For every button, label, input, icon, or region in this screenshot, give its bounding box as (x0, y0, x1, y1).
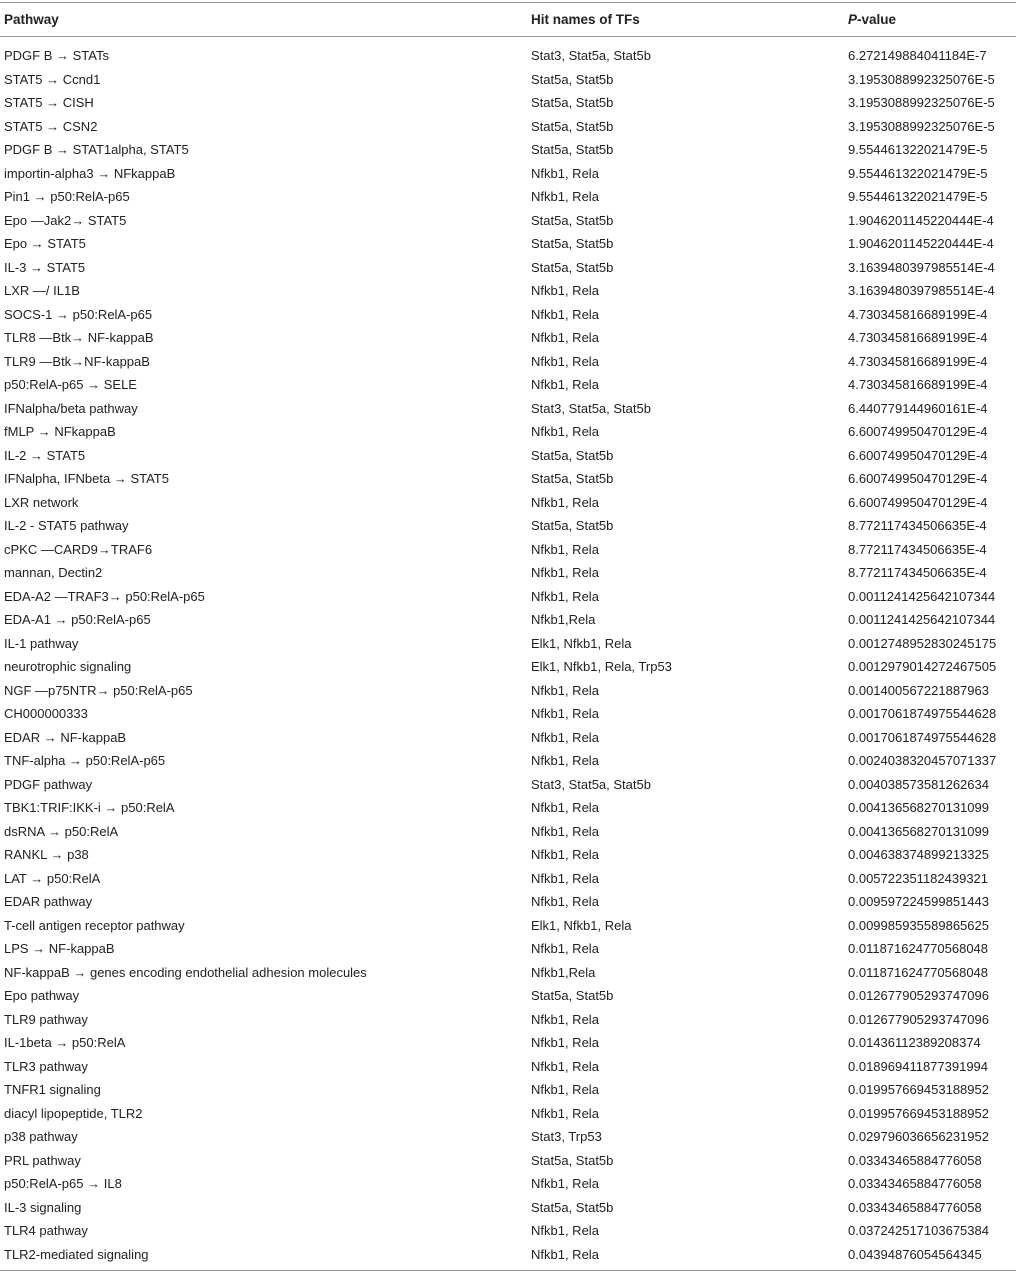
cell-tfs: Stat5a, Stat5b (531, 212, 614, 228)
cell-pathway: diacyl lipopeptide, TLR2 (4, 1105, 143, 1121)
cell-pathway: fMLP → NFkappaB (4, 424, 116, 439)
table-row (0, 162, 1016, 186)
table-row (0, 538, 1016, 562)
cell-pathway: EDAR pathway (4, 894, 93, 909)
table-row (0, 561, 1016, 585)
table-row (0, 115, 1016, 139)
cell-p-value: 0.03343465884776058 (848, 1152, 982, 1168)
cell-tfs: Nfkb1, Rela (531, 306, 599, 322)
cell-p-value: 6.600749950470129E-4 (848, 424, 988, 439)
cell-p-value: 9.554461322021479E-5 (848, 189, 988, 204)
table-row (0, 68, 1016, 92)
table-row (0, 1172, 1016, 1196)
cell-pathway: T-cell antigen receptor pathway (4, 917, 185, 933)
cell-p-value: 0.0024038320457071337 (848, 753, 997, 768)
cell-pathway: LAT → p50:RelA (4, 870, 101, 886)
cell-p-value: 9.554461322021479E-5 (848, 142, 988, 157)
cell-p-value: 0.0017061874975544628 (848, 729, 997, 745)
table-row (0, 373, 1016, 397)
table-row (0, 632, 1016, 656)
cell-p-value: 0.0011241425642107344 (848, 588, 996, 604)
cell-pathway: p38 pathway (4, 1129, 78, 1144)
cell-tfs: Nfkb1, Rela (531, 682, 599, 698)
table-row (0, 138, 1016, 162)
header-pathway: Pathway (4, 12, 59, 27)
table-row (0, 1125, 1016, 1149)
table-row (0, 679, 1016, 703)
cell-tfs: Stat5a, Stat5b (531, 1152, 614, 1168)
cell-p-value: 0.009597224599851443 (848, 894, 989, 909)
table-row (0, 773, 1016, 797)
cell-p-value: 4.730345816689199E-4 (848, 377, 988, 392)
cell-p-value: 0.012677905293747096 (848, 988, 989, 1003)
cell-tfs: Nfkb1, Rela (531, 165, 599, 181)
header-p-italic: P (848, 12, 858, 27)
table-row (0, 397, 1016, 421)
table-row (0, 1243, 1016, 1267)
cell-p-value: 0.0017061874975544628 (848, 706, 997, 721)
cell-tfs: Nfkb1, Rela (531, 894, 599, 909)
table-header-row (0, 3, 1016, 36)
cell-pathway: PRL pathway (4, 1152, 81, 1168)
cell-pathway: PDGF pathway (4, 776, 93, 792)
cell-pathway: IL-2 - STAT5 pathway (4, 518, 129, 533)
cell-tfs: Nfkb1, Rela (531, 941, 599, 956)
cell-pathway: Epo → STAT5 (4, 236, 86, 251)
cell-p-value: 6.272149884041184E-7 (848, 48, 987, 63)
table-row (0, 279, 1016, 303)
cell-p-value: 0.009985935589865625 (848, 917, 989, 933)
cell-pathway: TLR4 pathway (4, 1223, 88, 1238)
table-row (0, 1078, 1016, 1102)
cell-pathway: SOCS-1 → p50:RelA-p65 (4, 306, 153, 322)
cell-tfs: Stat5a, Stat5b (531, 259, 614, 275)
cell-tfs: Stat5a, Stat5b (531, 118, 614, 134)
cell-p-value: 0.0012748952830245175 (848, 635, 997, 651)
cell-tfs: Nfkb1, Rela (531, 706, 599, 721)
cell-p-value: 0.004638374899213325 (848, 847, 989, 862)
table-row (0, 514, 1016, 538)
cell-tfs: Nfkb1,Rela (531, 612, 596, 627)
table-row (0, 209, 1016, 233)
cell-tfs: Nfkb1, Rela (531, 870, 599, 886)
cell-p-value: 3.1639480397985514E-4 (848, 259, 995, 275)
cell-pathway: EDA-A2 —TRAF3→ p50:RelA-p65 (4, 588, 205, 604)
cell-p-value: 3.1953088992325076E-5 (848, 118, 995, 134)
table-row (0, 91, 1016, 115)
cell-pathway: RANKL → p38 (4, 847, 89, 862)
cell-pathway: STAT5 → CSN2 (4, 118, 98, 134)
cell-p-value: 0.004136568270131099 (848, 800, 989, 815)
table-row (0, 1102, 1016, 1126)
cell-pathway: EDAR → NF-kappaB (4, 729, 127, 745)
cell-tfs: Nfkb1, Rela (531, 823, 599, 839)
cell-tfs: Elk1, Nfkb1, Rela (531, 917, 632, 933)
cell-tfs: Stat5a, Stat5b (531, 236, 614, 251)
cell-tfs: Nfkb1, Rela (531, 847, 599, 862)
cell-tfs: Nfkb1, Rela (531, 377, 599, 392)
cell-pathway: IFNalpha, IFNbeta → STAT5 (4, 471, 169, 486)
table-row (0, 726, 1016, 750)
cell-pathway: LXR network (4, 494, 79, 510)
cell-p-value: 0.0011241425642107344 (848, 612, 996, 627)
header-tfs: Hit names of TFs (531, 12, 640, 27)
cell-p-value: 0.029796036656231952 (848, 1129, 989, 1144)
cell-pathway: STAT5 → Ccnd1 (4, 71, 101, 87)
table-row (0, 1055, 1016, 1079)
cell-pathway: STAT5 → CISH (4, 95, 94, 110)
cell-tfs: Nfkb1, Rela (531, 800, 599, 815)
cell-pathway: neurotrophic signaling (4, 659, 132, 674)
table-row (0, 608, 1016, 632)
table-row (0, 44, 1016, 68)
cell-p-value: 3.1953088992325076E-5 (848, 71, 995, 87)
cell-tfs: Nfkb1, Rela (531, 424, 599, 439)
cell-pathway: IL-2 → STAT5 (4, 447, 86, 463)
cell-tfs: Elk1, Nfkb1, Rela (531, 635, 632, 651)
cell-pathway: dsRNA → p50:RelA (4, 823, 119, 839)
cell-p-value: 1.9046201145220444E-4 (848, 212, 994, 228)
cell-tfs: Nfkb1, Rela (531, 1223, 599, 1238)
cell-pathway: CH000000333 (4, 706, 88, 721)
cell-p-value: 0.0012979014272467505 (848, 659, 997, 674)
cell-pathway: LXR —/ IL1B (4, 283, 80, 298)
table-row (0, 232, 1016, 256)
cell-tfs: Nfkb1, Rela (531, 189, 599, 204)
table-body (0, 37, 1016, 1270)
cell-tfs: Stat5a, Stat5b (531, 447, 614, 463)
table-row (0, 1008, 1016, 1032)
cell-p-value: 0.012677905293747096 (848, 1011, 989, 1027)
cell-pathway: Pin1 → p50:RelA-p65 (4, 189, 130, 204)
cell-tfs: Nfkb1,Rela (531, 964, 596, 980)
cell-p-value: 0.004136568270131099 (848, 823, 989, 839)
cell-tfs: Nfkb1, Rela (531, 283, 599, 298)
cell-tfs: Stat5a, Stat5b (531, 142, 614, 157)
cell-pathway: cPKC —CARD9→TRAF6 (4, 541, 153, 557)
cell-p-value: 8.772117434506635E-4 (848, 565, 987, 580)
table-row (0, 256, 1016, 280)
cell-tfs: Nfkb1, Rela (531, 494, 599, 510)
table-row (0, 1031, 1016, 1055)
cell-tfs: Elk1, Nfkb1, Rela, Trp53 (531, 659, 672, 674)
cell-p-value: 6.440779144960161E-4 (848, 400, 988, 416)
table-row (0, 843, 1016, 867)
cell-tfs: Nfkb1, Rela (531, 541, 599, 557)
cell-tfs: Stat3, Trp53 (531, 1129, 602, 1144)
cell-pathway: Epo pathway (4, 988, 80, 1003)
table-row (0, 1196, 1016, 1220)
cell-p-value: 4.730345816689199E-4 (848, 330, 988, 345)
header-p-value (848, 3, 1016, 36)
cell-tfs: Nfkb1, Rela (531, 1011, 599, 1027)
table-row (0, 491, 1016, 515)
cell-pathway: IL-3 → STAT5 (4, 259, 86, 275)
cell-tfs: Stat5a, Stat5b (531, 988, 614, 1003)
table-row (0, 185, 1016, 209)
cell-p-value: 8.772117434506635E-4 (848, 518, 987, 533)
table-row (0, 890, 1016, 914)
cell-tfs: Nfkb1, Rela (531, 753, 599, 768)
cell-p-value: 6.600749950470129E-4 (848, 494, 988, 510)
cell-pathway: TBK1:TRIF:IKK-i → p50:RelA (4, 800, 175, 815)
cell-p-value: 0.03343465884776058 (848, 1199, 982, 1215)
table-row (0, 749, 1016, 773)
cell-pathway: TLR9 pathway (4, 1011, 88, 1027)
table-row (0, 796, 1016, 820)
cell-tfs: Nfkb1, Rela (531, 353, 599, 369)
table-row (0, 420, 1016, 444)
cell-pathway: mannan, Dectin2 (4, 565, 103, 580)
cell-p-value: 0.005722351182439321 (848, 870, 989, 886)
table-row (0, 961, 1016, 985)
table-row (0, 867, 1016, 891)
cell-pathway: IL-1beta → p50:RelA (4, 1035, 126, 1050)
cell-p-value: 8.772117434506635E-4 (848, 541, 987, 557)
cell-p-value: 0.03343465884776058 (848, 1176, 982, 1191)
cell-p-value: 4.730345816689199E-4 (848, 306, 988, 322)
cell-pathway: IL-1 pathway (4, 635, 79, 651)
cell-p-value: 1.9046201145220444E-4 (848, 236, 994, 251)
cell-pathway: Epo —Jak2→ STAT5 (4, 212, 127, 228)
cell-tfs: Nfkb1, Rela (531, 565, 599, 580)
cell-tfs: Nfkb1, Rela (531, 1246, 599, 1262)
cell-tfs: Nfkb1, Rela (531, 1082, 599, 1097)
cell-p-value: 6.600749950470129E-4 (848, 447, 988, 463)
cell-p-value: 4.730345816689199E-4 (848, 353, 988, 369)
cell-p-value: 0.04394876054564345 (848, 1246, 982, 1262)
cell-tfs: Stat3, Stat5a, Stat5b (531, 776, 651, 792)
table-row (0, 350, 1016, 374)
cell-pathway: p50:RelA-p65 → IL8 (4, 1176, 122, 1191)
table-row (0, 937, 1016, 961)
cell-pathway: PDGF B → STATs (4, 48, 109, 63)
cell-p-value: 6.600749950470129E-4 (848, 471, 988, 486)
cell-pathway: TLR9 —Btk→NF-kappaB (4, 353, 150, 369)
cell-tfs: Stat5a, Stat5b (531, 95, 614, 110)
cell-tfs: Stat5a, Stat5b (531, 471, 614, 486)
cell-p-value: 0.018969411877391994 (848, 1058, 989, 1074)
cell-p-value: 3.1953088992325076E-5 (848, 95, 995, 110)
cell-pathway: TNF-alpha → p50:RelA-p65 (4, 753, 166, 768)
cell-pathway: TLR8 —Btk→ NF-kappaB (4, 330, 154, 345)
table-row (0, 444, 1016, 468)
cell-p-value: 0.001400567221887963 (848, 682, 989, 698)
cell-tfs: Nfkb1, Rela (531, 330, 599, 345)
table-row (0, 820, 1016, 844)
table-row (0, 914, 1016, 938)
cell-tfs: Nfkb1, Rela (531, 588, 599, 604)
table-row (0, 702, 1016, 726)
cell-tfs: Nfkb1, Rela (531, 1105, 599, 1121)
cell-tfs: Nfkb1, Rela (531, 1176, 599, 1191)
cell-p-value: 0.011871624770568048 (848, 941, 989, 956)
cell-pathway: TLR3 pathway (4, 1058, 88, 1074)
cell-p-value: 0.01436112389208374 (848, 1035, 981, 1050)
header-p-rest: -value (857, 12, 897, 27)
pathway-table (0, 2, 1016, 1271)
cell-p-value: 3.1639480397985514E-4 (848, 283, 995, 298)
cell-pathway: LPS → NF-kappaB (4, 941, 115, 956)
cell-pathway: EDA-A1 → p50:RelA-p65 (4, 612, 151, 627)
table-row (0, 326, 1016, 350)
cell-tfs: Nfkb1, Rela (531, 1035, 599, 1050)
cell-pathway: TNFR1 signaling (4, 1082, 101, 1097)
cell-pathway: p50:RelA-p65 → SELE (4, 377, 137, 392)
cell-p-value: 0.019957669453188952 (848, 1082, 989, 1097)
cell-tfs: Nfkb1, Rela (531, 729, 599, 745)
cell-p-value: 0.011871624770568048 (848, 964, 989, 980)
cell-p-value: 0.019957669453188952 (848, 1105, 989, 1121)
cell-pathway: TLR2-mediated signaling (4, 1246, 149, 1262)
table-row (0, 1219, 1016, 1243)
table-row (0, 303, 1016, 327)
cell-tfs: Stat3, Stat5a, Stat5b (531, 400, 651, 416)
cell-p-value: 0.004038573581262634 (848, 776, 989, 792)
table-row (0, 984, 1016, 1008)
table-row (0, 655, 1016, 679)
cell-pathway: IFNalpha/beta pathway (4, 400, 138, 416)
cell-tfs: Nfkb1, Rela (531, 1058, 599, 1074)
cell-tfs: Stat3, Stat5a, Stat5b (531, 48, 651, 63)
cell-tfs: Stat5a, Stat5b (531, 1199, 614, 1215)
cell-pathway: importin-alpha3 → NFkappaB (4, 165, 176, 181)
cell-p-value: 9.554461322021479E-5 (848, 165, 988, 181)
table-row (0, 585, 1016, 609)
cell-pathway: IL-3 signaling (4, 1199, 82, 1215)
cell-tfs: Stat5a, Stat5b (531, 518, 614, 533)
cell-pathway: NF-kappaB → genes encoding endothelial adhesion molecules (4, 964, 367, 980)
cell-pathway: PDGF B → STAT1alpha, STAT5 (4, 142, 189, 157)
table-row (0, 467, 1016, 491)
table-row (0, 1149, 1016, 1173)
cell-pathway: NGF —p75NTR→ p50:RelA-p65 (4, 682, 193, 698)
cell-p-value: 0.037242517103675384 (848, 1223, 989, 1238)
cell-tfs: Stat5a, Stat5b (531, 71, 614, 87)
